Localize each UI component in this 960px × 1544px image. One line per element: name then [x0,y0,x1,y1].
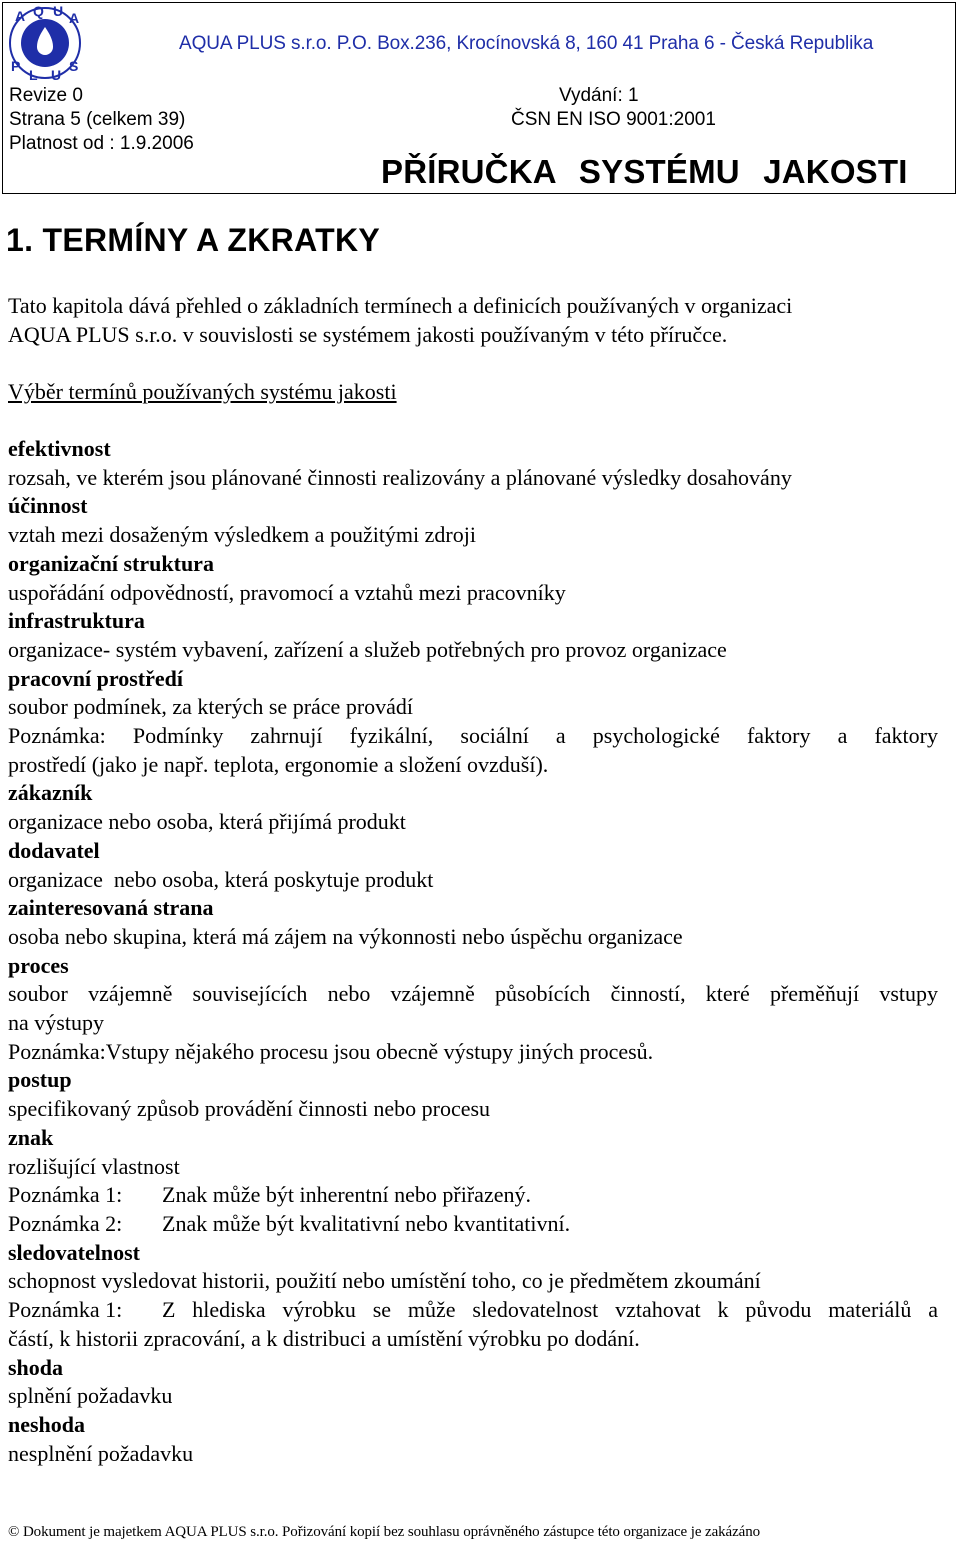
glossary-definition: organizace nebo osoba, která přijímá produkt [8,809,406,835]
glossary-definition: rozsah, ve kterém jsou plánované činnosti realizovány a plánované výsledky dosahovány [8,464,792,490]
revision-label: Revize 0 [9,85,83,106]
validity-date-label: Platnost od : 1.9.2006 [9,133,194,154]
glossary-term: postup [8,1067,72,1093]
glossary-definition: vztah mezi dosaženým výsledkem a použitými zdroji [8,522,476,548]
glossary-term: zákazník [8,780,93,806]
standard-label: ČSN EN ISO 9001:2001 [511,109,716,130]
glossary-term: proces [8,952,69,978]
svg-text:Q: Q [33,5,44,19]
copyright-footer: © Dokument je majetkem AQUA PLUS s.r.o. Pořizování kopií bez souhlasu oprávněného zástupce této organizace je zakázáno [8,1524,761,1540]
intro-line: Tato kapitola dává přehled o základních termínech a definicích používaných v organizaci [8,293,793,318]
terms-subheading: Výběr termínů používaných systému jakosti [8,379,397,404]
company-address: AQUA PLUS s.r.o. P.O. Box.236, Krocínovská 8, 160 41 Praha 6 - Česká Republika [179,33,874,54]
document-header [2,2,956,194]
edition-label: Vydání: 1 [559,85,639,106]
note-label: Poznámka 1: [8,1297,123,1323]
glossary-definition: splnění požadavku [8,1383,173,1409]
glossary-term: efektivnost [8,436,111,461]
glossary-term: pracovní prostředí [8,665,183,691]
glossary-term: shoda [8,1354,64,1380]
glossary-note: Poznámka:Vstupy nějakého procesu jsou obecně výstupy jiných procesů. [8,1038,654,1064]
glossary-note: Poznámka: Podmínky zahrnují fyzikální, sociální a psychologické faktory a faktory [8,723,938,749]
manual-title: PŘÍRUČKA SYSTÉMU JAKOSTI [381,153,908,190]
svg-text:A: A [69,10,80,26]
glossary-note [8,1181,938,1210]
note-text: Z hlediska výrobku se může sledovatelnost vztahovat k původu materiálů a [162,1297,938,1323]
note-text: Znak může být inherentní nebo přiřazený. [162,1182,531,1208]
svg-text:S: S [69,58,79,74]
glossary-term: dodavatel [8,837,100,863]
glossary-note [8,1296,938,1325]
glossary-term: zainteresovaná strana [8,895,214,921]
glossary-definition: soubor vzájemně souvisejících nebo vzájemně působících činností, které přeměňují vstupy [8,981,938,1007]
glossary-definition: organizace- systém vybavení, zařízení a služeb potřebných pro provoz organizace [8,636,727,662]
glossary-definition: osoba nebo skupina, která má zájem na výkonnosti nebo úspěchu organizace [8,923,683,949]
note-label: Poznámka 1: [8,1182,123,1208]
glossary-term: sledovatelnost [8,1239,140,1265]
page-count-label: Strana 5 (celkem 39) [9,109,186,130]
svg-text:A: A [15,8,26,24]
glossary-note: prostředí (jako je např. teplota, ergonomie a složení ovzduší). [8,751,549,777]
glossary-definition: uspořádání odpovědností, pravomocí a vztahů mezi pracovníky [8,579,566,605]
glossary-term: účinnost [8,493,88,519]
intro-paragraph [8,291,938,349]
glossary-note: částí, k historii zpracování, a k distribuci a umístění výrobku po dodání. [8,1325,640,1351]
glossary-definition: organizace nebo osoba, která poskytuje produkt [8,866,434,892]
glossary-term: znak [8,1124,54,1150]
glossary-term: infrastruktura [8,608,145,634]
svg-text:L: L [29,67,38,81]
note-text: Znak může být kvalitativní nebo kvantitativní. [162,1210,571,1236]
glossary-definition: na výstupy [8,1010,104,1036]
svg-text:P: P [11,58,21,74]
glossary-definition: rozlišující vlastnost [8,1153,180,1179]
glossary-note [8,1210,938,1239]
intro-line: AQUA PLUS s.r.o. v souvislosti se systémem jakosti používaným v této příručce. [8,322,728,347]
glossary-definition: nesplnění požadavku [8,1440,194,1466]
glossary-definition: soubor podmínek, za kterých se práce provádí [8,694,414,720]
aqua-plus-logo [7,5,87,81]
glossary-definition: schopnost vysledovat historii, použití nebo umístění toho, co je předmětem zkoumání [8,1268,761,1294]
note-label: Poznámka 2: [8,1210,123,1236]
glossary-definition: specifikovaný způsob provádění činnosti nebo procesu [8,1096,491,1122]
svg-text:U: U [51,67,62,81]
glossary-term: organizační struktura [8,550,214,576]
glossary-term: neshoda [8,1411,86,1437]
svg-text:U: U [53,5,64,19]
section-heading: 1. TERMÍNY A ZKRATKY [6,222,381,258]
glossary-list [8,435,938,1468]
